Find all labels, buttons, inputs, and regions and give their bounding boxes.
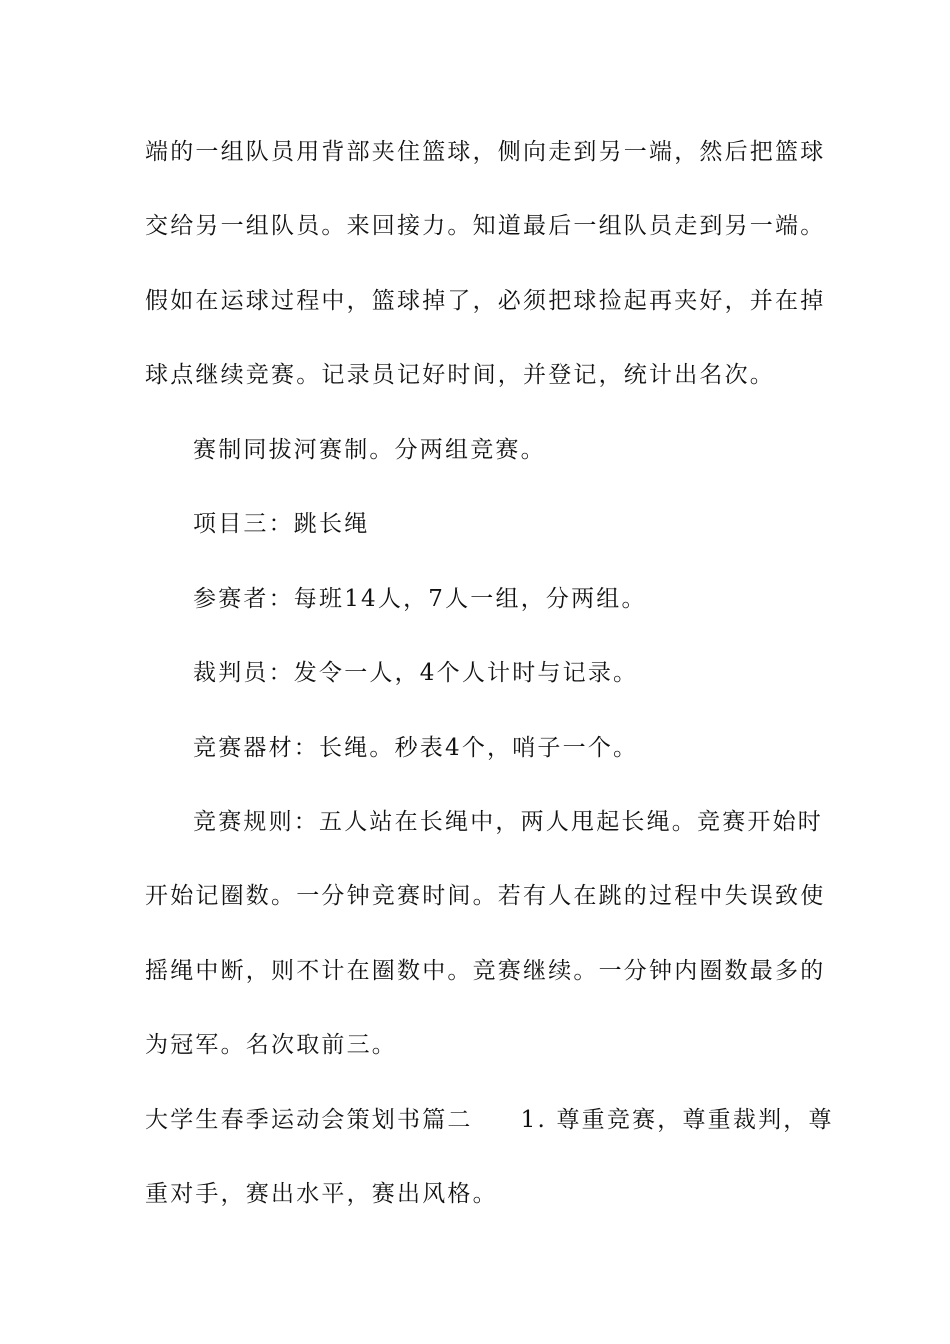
paragraph-line: 假如在运球过程中，篮球掉了，必须把球捡起再夹好，并在掉 — [145, 288, 826, 314]
paragraph-line: 开始记圈数。一分钟竞赛时间。若有人在跳的过程中失误致使 — [145, 883, 826, 909]
paragraph-line: 球点继续竞赛。记录员记好时间，并登记，统计出名次。 — [145, 362, 775, 388]
paragraph-line: 赛制同拔河赛制。分两组竞赛。 — [193, 437, 546, 463]
section-text: 1. 尊重竞赛，尊重裁判，尊 — [520, 1107, 834, 1133]
paragraph-line: 裁判员：发令一人，4个人计时与记录。 — [193, 660, 639, 686]
paragraph-line: 端的一组队员用背部夹住篮球，侧向走到另一端，然后把篮球 — [145, 139, 826, 165]
section-title: 大学生春季运动会策划书篇二 — [145, 1107, 473, 1133]
paragraph-line: 竞赛器材：长绳。秒表4个，哨子一个。 — [193, 735, 639, 761]
paragraph-line: 交给另一组队员。来回接力。知道最后一组队员走到另一端。 — [145, 213, 826, 239]
item-title: 项目三：跳长绳 — [193, 511, 370, 537]
paragraph-line: 摇绳中断，则不计在圈数中。竞赛继续。一分钟内圈数最多的 — [145, 958, 826, 984]
section-line — [145, 1105, 834, 1135]
paragraph-line: 竞赛规则：五人站在长绳中，两人甩起长绳。竞赛开始时 — [193, 809, 823, 835]
paragraph-line: 为冠军。名次取前三。 — [145, 1032, 397, 1058]
paragraph-line: 参赛者：每班14人，7人一组，分两组。 — [193, 586, 647, 612]
paragraph-line: 重对手，赛出水平，赛出风格。 — [145, 1181, 498, 1207]
